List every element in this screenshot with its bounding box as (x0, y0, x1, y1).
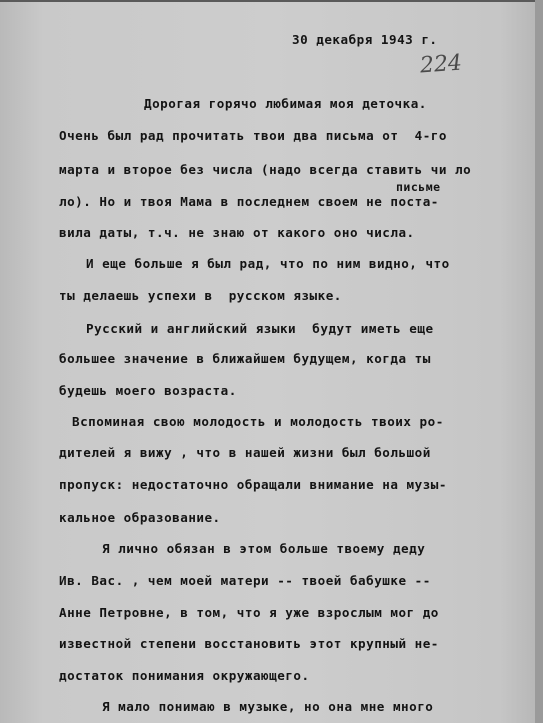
text-line: известной степени восстановить этот крупный не- (59, 636, 439, 651)
text-line: Очень был рад прочитать твои два письма от 4-го (59, 128, 447, 143)
text-line: Ив. Вас. , чем моей матери -- твоей бабушке -- (59, 573, 431, 588)
text-line: Я лично обязан в этом больше твоему деду (102, 541, 426, 556)
text-line: ло). Но и твоя Мама в последнем своем не поста- (59, 194, 439, 209)
text-line: будешь моего возраста. (59, 383, 237, 398)
text-line: ты делаешь успехи в русском языке. (59, 288, 342, 303)
text-line: достаток понимания окружающего. (59, 668, 310, 683)
letter-date: 30 декабря 1943 г. (292, 32, 438, 47)
text-line: вила даты, т.ч. не знаю от какого оно числа. (59, 225, 415, 240)
text-line: Русский и английский языки будут иметь еще (86, 321, 434, 336)
page-edge (535, 0, 543, 723)
text-line: Анне Петровне, в том, что я уже взрослым мог до (59, 605, 439, 620)
text-line: Я мало понимаю в музыке, но она мне много (102, 699, 434, 714)
text-line: Вспоминая свою молодость и молодость твоих ро- (72, 414, 444, 429)
archive-number: 224 (419, 50, 463, 79)
text-line: дителей я вижу , что в нашей жизни был большой (59, 445, 431, 460)
top-rule (0, 0, 543, 2)
text-line: И еще больше я был рад, что по ним видно, что (86, 256, 450, 271)
text-line: большее значение в ближайшем будущем, когда ты (59, 351, 431, 366)
text-line: марта и второе без числа (надо всегда ставить чи ло (59, 162, 472, 177)
text-line: кальное образование. (59, 510, 221, 525)
text-line: пропуск: недостаточно обращали внимание на музы- (59, 477, 447, 492)
inserted-word: письме (396, 180, 441, 194)
salutation: Дорогая горячо любимая моя деточка. (144, 96, 427, 111)
